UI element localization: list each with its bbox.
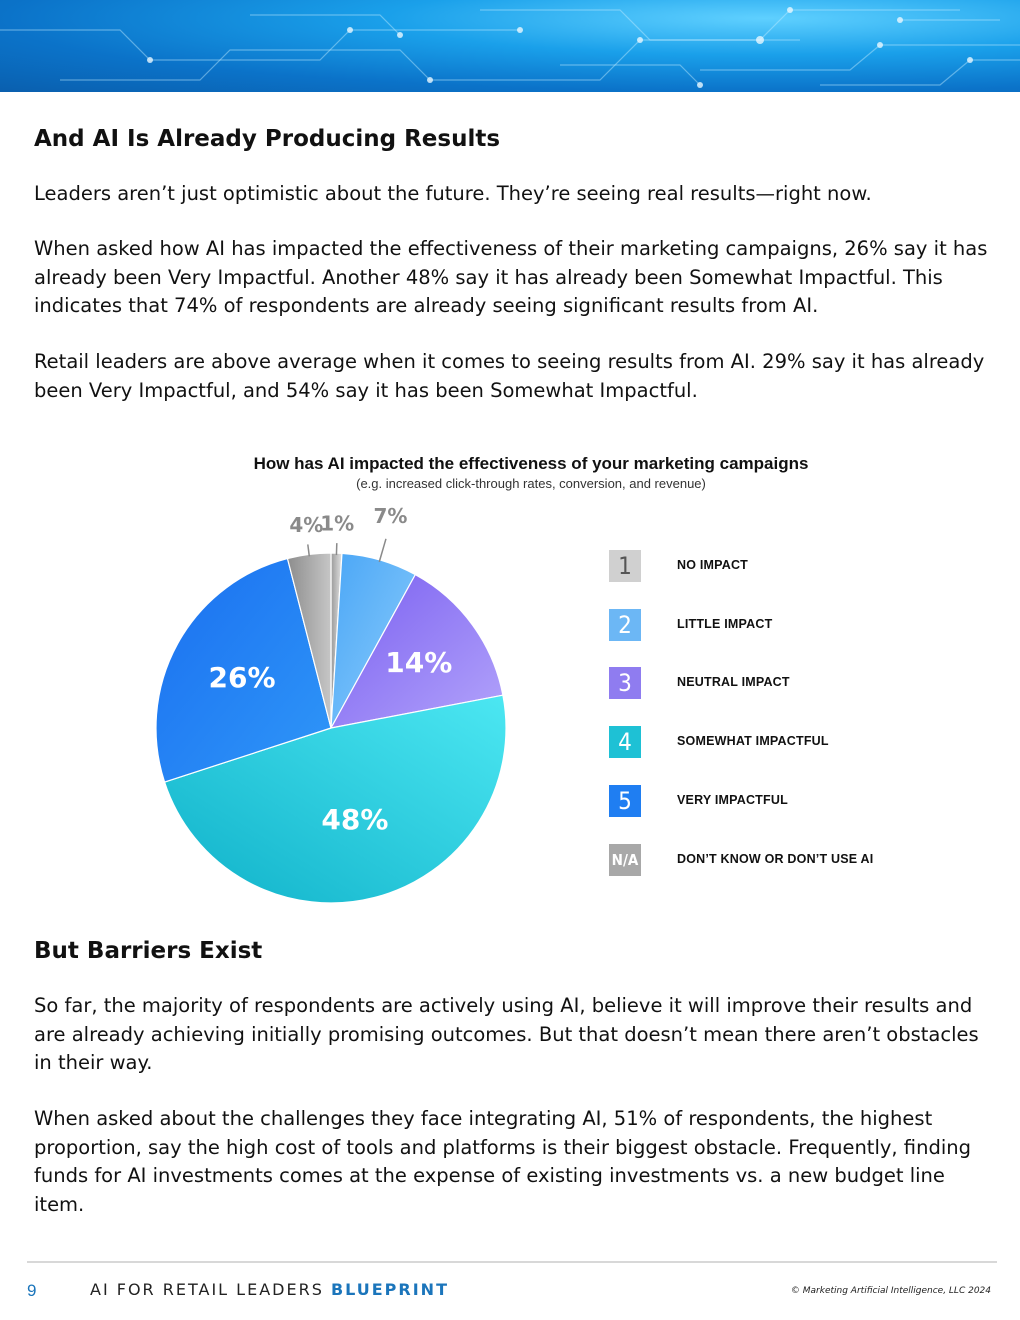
slice-value-label: 4% [289, 513, 324, 538]
paragraph: So far, the majority of respondents are actively using AI, believe it will improve their results and are already achieving initially promising outcomes. But that doesn’t mean there aren’t obstacles in their way. [34, 994, 979, 1074]
legend-swatch: 4 [609, 726, 641, 758]
pie-chart [0, 440, 560, 910]
slice-value-label: 48% [321, 803, 389, 837]
footer-divider [27, 1261, 997, 1263]
chart-title: How has AI impacted the effectiveness of your marketing campaigns [253, 454, 809, 473]
legend-label: SOMEWHAT IMPACTFUL [677, 734, 829, 748]
copyright: © Marketing Artificial Intelligence, LLC 2024 [790, 1286, 991, 1296]
legend-swatch: 1 [609, 550, 641, 582]
legend-label: LITTLE IMPACT [677, 617, 773, 631]
slice-value-label: 26% [208, 661, 276, 695]
page-number: 9 [27, 1281, 37, 1300]
legend-swatch: 5 [609, 785, 641, 817]
slice-value-label: 7% [373, 503, 408, 528]
leader-line [379, 539, 386, 562]
footer-title-emphasis: BLUEPRINT [330, 1280, 449, 1299]
paragraph: When asked how AI has impacted the effectiveness of their marketing campaigns, 26% say it has already been Very Impactful. Another 48% say it has already been Somewhat Impactful. This indicates that 74% of respondents are already seeing significant results from AI. [34, 237, 988, 317]
slice-value-label: 14% [385, 646, 453, 680]
chart-subtitle: (e.g. increased click-through rates, conversion, and revenue) [356, 476, 706, 491]
legend-swatch: 3 [609, 667, 641, 699]
legend-swatch: 2 [609, 609, 641, 641]
circuit-pattern [0, 0, 1020, 92]
legend-label: NO IMPACT [677, 558, 749, 572]
footer-title [90, 1280, 449, 1299]
paragraph: Leaders aren’t just optimistic about the future. They’re seeing real results—right now. [34, 182, 872, 205]
paragraph: Retail leaders are above average when it comes to seeing results from AI. 29% say it has already been Very Impactful, and 54% say it has been Somewhat Impactful. [34, 350, 985, 402]
section-heading-results: And AI Is Already Producing Results [34, 126, 501, 152]
footer-title-prefix: AI FOR RETAIL LEADERS [90, 1280, 331, 1299]
header-banner [0, 0, 1020, 92]
section-heading-barriers: But Barriers Exist [34, 938, 263, 964]
impact-chart [0, 440, 1020, 910]
slice-value-label: 1% [320, 511, 355, 536]
legend-label: NEUTRAL IMPACT [677, 675, 790, 689]
paragraph: When asked about the challenges they face integrating AI, 51% of respondents, the highest proportion, say the high cost of tools and platforms is their biggest obstacle. Frequently, finding funds for AI investments comes at the expense of existing investments vs. a new budget line item. [34, 1107, 971, 1216]
legend-swatch: N/A [609, 844, 641, 876]
legend-label: DON’T KNOW OR DON’T USE AI [677, 852, 874, 866]
legend-label: VERY IMPACTFUL [677, 793, 788, 807]
